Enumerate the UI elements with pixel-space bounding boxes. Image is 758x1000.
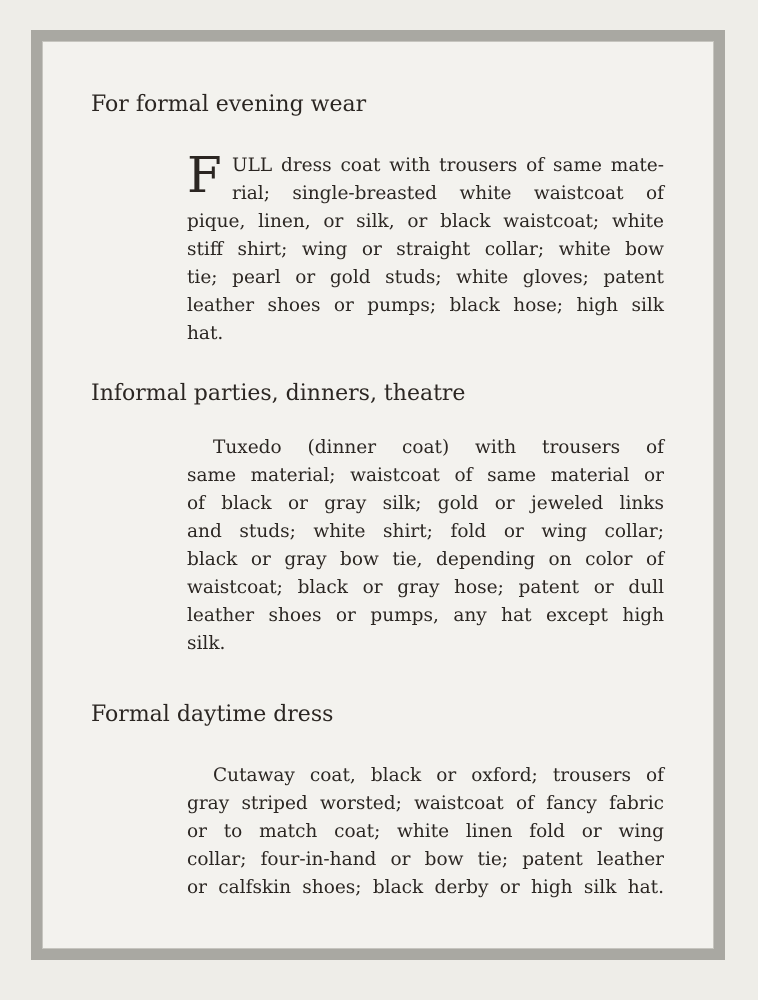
paragraph-line: collar; four-in-hand or bow tie; patent leather <box>187 849 664 870</box>
paragraph-line: leather shoes or pumps; black hose; high silk <box>187 295 664 316</box>
paragraph-line: same material; waistcoat of same material or <box>187 465 664 486</box>
paragraph-line: gray striped worsted; waistcoat of fancy fabric <box>187 793 664 814</box>
paragraph-line: or calfskin shoes; black derby or high silk hat. <box>187 877 664 898</box>
drop-cap-letter: F <box>187 146 222 204</box>
paragraph-line: leather shoes or pumps, any hat except high <box>187 605 664 626</box>
paragraph-line: of black or gray silk; gold or jeweled links <box>187 493 664 514</box>
paragraph-line: black or gray bow tie, depending on color of <box>187 549 664 570</box>
paragraph-line: or to match coat; white linen fold or wing <box>187 821 664 842</box>
heading-formal-daytime-dress: Formal daytime dress <box>91 702 334 727</box>
paragraph-line: waistcoat; black or gray hose; patent or dull <box>187 577 664 598</box>
paragraph-line: Tuxedo (dinner coat) with trousers of <box>213 437 664 458</box>
paragraph-line: stiff shirt; wing or straight collar; white bow <box>187 239 664 260</box>
paragraph-line: Cutaway coat, black or oxford; trousers of <box>213 765 664 786</box>
paragraph-line: tie; pearl or gold studs; white gloves; patent <box>187 267 664 288</box>
paragraph-line: silk. <box>187 633 226 654</box>
heading-informal-parties: Informal parties, dinners, theatre <box>91 381 466 406</box>
paragraph-line: pique, linen, or silk, or black waistcoat; white <box>187 211 664 232</box>
heading-formal-evening-wear: For formal evening wear <box>91 92 367 117</box>
paragraph-line: ULL dress coat with trousers of same mate- <box>232 155 664 176</box>
paragraph-line: and studs; white shirt; fold or wing collar; <box>187 521 664 542</box>
paragraph-line: rial; single-breasted white waistcoat of <box>232 183 664 204</box>
paragraph-line: hat. <box>187 323 224 344</box>
